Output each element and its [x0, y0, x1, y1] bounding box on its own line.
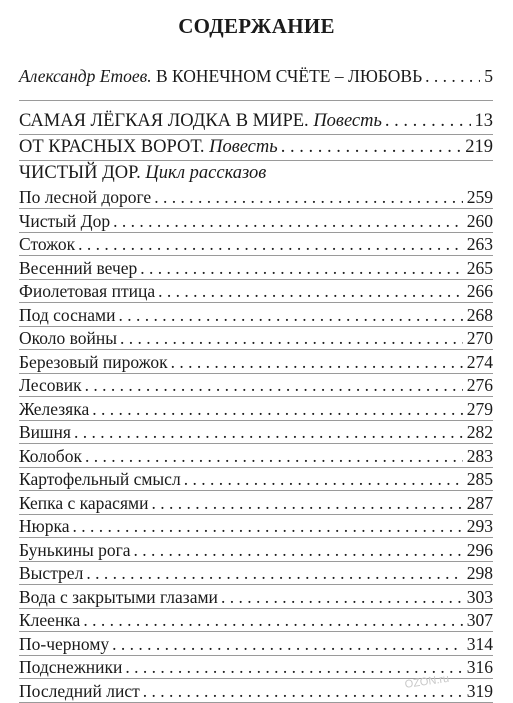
- toc-entry-story: [19, 280, 493, 302]
- toc-entry-story: [19, 515, 493, 537]
- dot-leader: [113, 210, 463, 232]
- story-title: Вода с закрытыми глазами: [19, 586, 218, 607]
- dot-leader: [158, 280, 463, 302]
- story-title: Вишня: [19, 422, 71, 442]
- page-number: 265: [466, 257, 493, 278]
- dot-leader: [140, 257, 462, 279]
- page-number: 279: [466, 398, 493, 419]
- toc-entry-story: [19, 586, 493, 608]
- toc-entry-story: [19, 539, 493, 561]
- story-title: Выстрел: [19, 563, 84, 583]
- toc-entry-story: [19, 492, 493, 514]
- toc-entry-story: [19, 633, 493, 655]
- story-title: Лесовик: [19, 375, 82, 395]
- page-number: 285: [466, 469, 493, 489]
- toc-entry-story: [19, 421, 493, 443]
- toc-entry-story: [19, 186, 493, 208]
- page-number: 283: [466, 445, 493, 466]
- page-number: 276: [466, 375, 493, 395]
- dot-leader: [151, 492, 462, 514]
- page-number: 260: [466, 210, 493, 231]
- page-number: 296: [466, 539, 493, 560]
- page-number: 259: [466, 187, 493, 207]
- page-number: 268: [466, 304, 493, 325]
- cycle-title: ЧИСТЫЙ ДОР.: [19, 163, 141, 183]
- page-number: 219: [465, 137, 493, 157]
- work-genre: Повесть: [209, 137, 278, 157]
- story-title: Весенний вечер: [19, 257, 138, 278]
- page-title: СОДЕРЖАНИЕ: [178, 14, 335, 38]
- page-number: 314: [466, 633, 493, 654]
- page-number: 319: [466, 680, 493, 701]
- toc-entry-story: [19, 609, 493, 631]
- page-number: 282: [466, 422, 493, 442]
- watermark: OZON.ru: [404, 672, 450, 691]
- toc-entry-story: [19, 468, 493, 490]
- dot-leader: [171, 351, 463, 373]
- dot-leader: [120, 327, 463, 349]
- toc-entry-story: [19, 562, 493, 584]
- dot-leader: [83, 609, 462, 631]
- page-number: 266: [466, 281, 493, 301]
- divider: [19, 134, 493, 135]
- dot-leader: [92, 398, 463, 420]
- dot-leader: [74, 421, 463, 443]
- work-title: ОТ КРАСНЫХ ВОРОТ.: [19, 137, 205, 157]
- page-number: 13: [474, 111, 493, 131]
- toc-entry-intro: [19, 65, 493, 87]
- page-number: 298: [466, 563, 493, 583]
- page-number: 274: [466, 351, 493, 372]
- toc-entry-story: [19, 656, 493, 678]
- toc-entry-story: [19, 210, 493, 232]
- story-title: По лесной дороге: [19, 187, 152, 207]
- dot-leader: [86, 562, 462, 584]
- dot-leader: [125, 656, 462, 678]
- dot-leader: [134, 539, 463, 561]
- dot-leader: [425, 65, 480, 87]
- page-number: 287: [466, 492, 493, 513]
- toc-entry-story: [19, 374, 493, 396]
- page-number: 303: [466, 586, 493, 607]
- toc-entry-story: [19, 398, 493, 420]
- cycle-heading: [19, 162, 266, 184]
- divider: [19, 702, 493, 703]
- page-number: 263: [466, 234, 493, 254]
- story-title: Фиолетовая птица: [19, 281, 156, 301]
- dot-leader: [78, 233, 463, 255]
- toc-entry-story: [19, 351, 493, 373]
- cycle-genre: Цикл рассказов: [145, 163, 267, 183]
- dot-leader: [184, 468, 463, 490]
- toc-entry-story: [19, 233, 493, 255]
- intro-author: Александр Етоев.: [19, 66, 152, 86]
- story-title: Бунькины рога: [19, 539, 131, 560]
- dot-leader: [118, 304, 462, 326]
- story-title: По-черному: [19, 633, 110, 654]
- story-title: Кепка с карасями: [19, 492, 149, 513]
- page-number: 316: [466, 657, 493, 677]
- dot-leader: [281, 136, 462, 158]
- story-title: Клеенка: [19, 610, 81, 630]
- page-number: 307: [466, 610, 493, 630]
- page-number: 270: [466, 328, 493, 348]
- story-title: Последний лист: [19, 680, 140, 701]
- story-title: Нюрка: [19, 516, 70, 536]
- dot-leader: [154, 186, 463, 208]
- dot-leader: [72, 515, 462, 537]
- toc-entry-story: [19, 304, 493, 326]
- toc-entry-story: [19, 327, 493, 349]
- dot-leader: [112, 633, 463, 655]
- dot-leader: [85, 374, 463, 396]
- story-title: Стожок: [19, 234, 76, 254]
- page-number: 5: [484, 66, 493, 86]
- divider: [19, 160, 493, 161]
- dot-leader: [221, 586, 463, 608]
- divider: [19, 100, 493, 101]
- story-title: Около войны: [19, 328, 118, 348]
- toc-entry-story: [19, 257, 493, 279]
- work-title: САМАЯ ЛЁГКАЯ ЛОДКА В МИРЕ.: [19, 111, 309, 131]
- story-title: Под соснами: [19, 304, 116, 325]
- story-title: Колобок: [19, 445, 82, 466]
- toc-entry-work: [19, 110, 493, 132]
- toc-entry-story: [19, 445, 493, 467]
- intro-title: В КОНЕЧНОМ СЧЁТЕ – ЛЮБОВЬ: [155, 66, 423, 86]
- toc-entry-work: [19, 136, 493, 158]
- story-title: Железяка: [19, 398, 90, 419]
- story-title: Картофельный смысл: [19, 469, 181, 489]
- story-title: Чистый Дор: [19, 210, 111, 231]
- page-number: 293: [466, 516, 493, 536]
- story-title: Березовый пирожок: [19, 351, 168, 372]
- dot-leader: [385, 110, 471, 132]
- dot-leader: [85, 445, 463, 467]
- work-genre: Повесть: [313, 111, 382, 131]
- story-title: Подснежники: [19, 657, 123, 677]
